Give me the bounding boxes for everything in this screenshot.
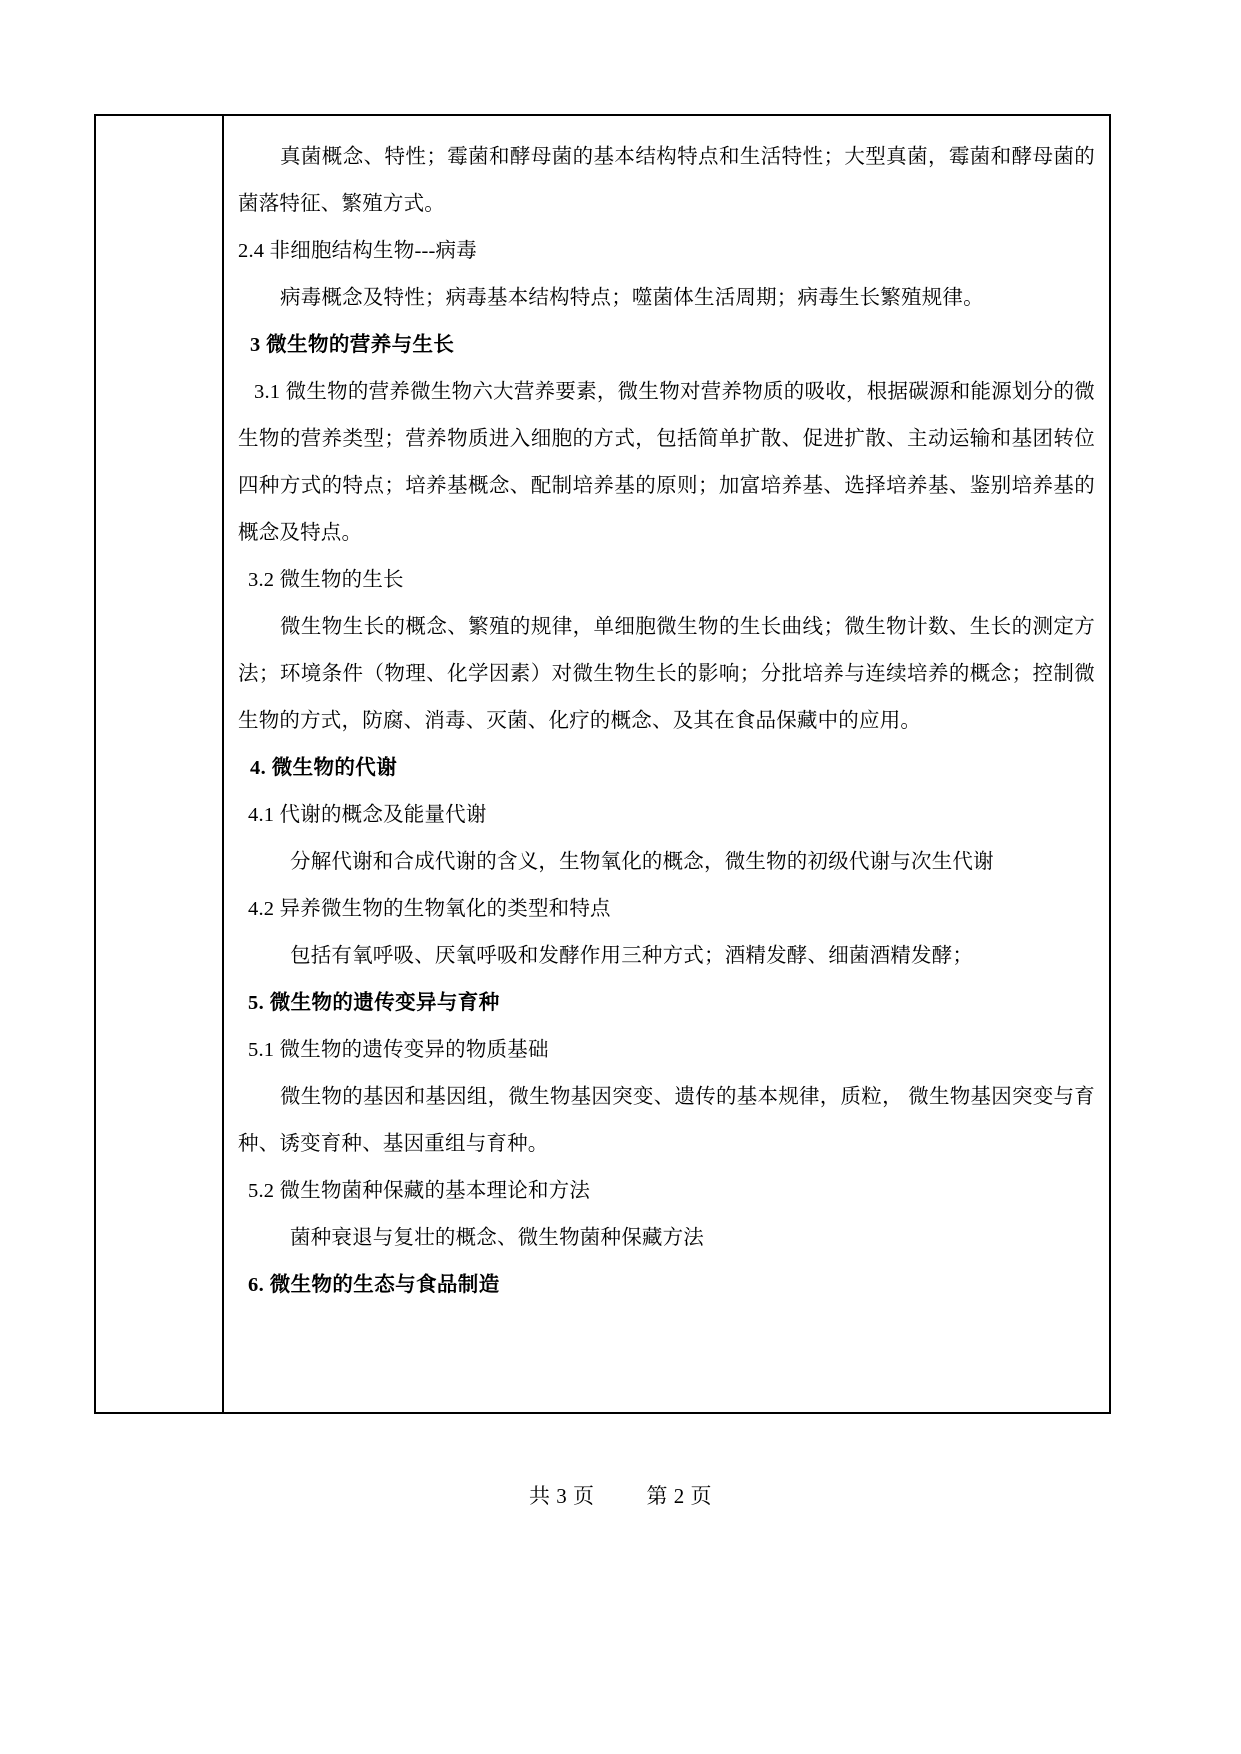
current-page-label: 第 2 页 <box>646 1484 712 1508</box>
virus-paragraph: 病毒概念及特性；病毒基本结构特点；噬菌体生活周期；病毒生长繁殖规律。 <box>280 287 984 309</box>
table-content-column <box>224 116 1109 1412</box>
section-5-1-heading: 5.1 微生物的遗传变异的物质基础 <box>248 1039 549 1061</box>
section-4-1-paragraph: 分解代谢和合成代谢的含义，生物氧化的概念，微生物的初级代谢与次生代谢 <box>290 851 994 873</box>
table-left-column <box>96 116 224 1412</box>
section-5-heading: 5. 微生物的遗传变异与育种 <box>248 992 500 1014</box>
section-5-1-paragraph: 微生物的基因和基因组，微生物基因突变、遗传的基本规律，质粒， 微生物基因突变与育种、诱变育种、基因重组与育种。 <box>238 1086 1095 1155</box>
syllabus-table <box>94 114 1111 1414</box>
section-5-2-heading: 5.2 微生物菌种保藏的基本理论和方法 <box>248 1180 591 1202</box>
section-3-heading: 3 微生物的营养与生长 <box>250 334 455 356</box>
section-6-heading: 6. 微生物的生态与食品制造 <box>248 1274 500 1296</box>
page-footer <box>0 1480 1241 1510</box>
section-2-4-heading: 2.4 非细胞结构生物---病毒 <box>238 240 477 262</box>
section-3-2-paragraph: 微生物生长的概念、繁殖的规律，单细胞微生物的生长曲线；微生物计数、生长的测定方法；环境条件（物理、化学因素）对微生物生长的影响；分批培养与连续培养的概念；控制微生物的方式，防腐、消毒、灭菌、化疗的概念、及其在食品保藏中的应用。 <box>238 616 1095 732</box>
section-4-1-heading: 4.1 代谢的概念及能量代谢 <box>248 804 487 826</box>
section-4-heading: 4. 微生物的代谢 <box>250 757 398 779</box>
section-3-2-heading: 3.2 微生物的生长 <box>248 569 404 591</box>
section-4-2-heading: 4.2 异养微生物的生物氧化的类型和特点 <box>248 898 611 920</box>
total-pages-label: 共 3 页 <box>529 1484 595 1508</box>
fungi-paragraph: 真菌概念、特性；霉菌和酵母菌的基本结构特点和生活特性；大型真菌，霉菌和酵母菌的菌落特征、繁殖方式。 <box>238 146 1095 215</box>
section-4-2-paragraph: 包括有氧呼吸、厌氧呼吸和发酵作用三种方式；酒精发酵、细菌酒精发酵； <box>290 945 974 967</box>
section-5-2-paragraph: 菌种衰退与复壮的概念、微生物菌种保藏方法 <box>290 1227 704 1249</box>
section-3-1-paragraph: 3.1 微生物的营养微生物六大营养要素，微生物对营养物质的吸收，根据碳源和能源划分的微生物的营养类型；营养物质进入细胞的方式，包括简单扩散、促进扩散、主动运输和基团转位四种方式的特点；培养基概念、配制培养基的原则；加富培养基、选择培养基、鉴别培养基的概念及特点。 <box>238 381 1095 544</box>
